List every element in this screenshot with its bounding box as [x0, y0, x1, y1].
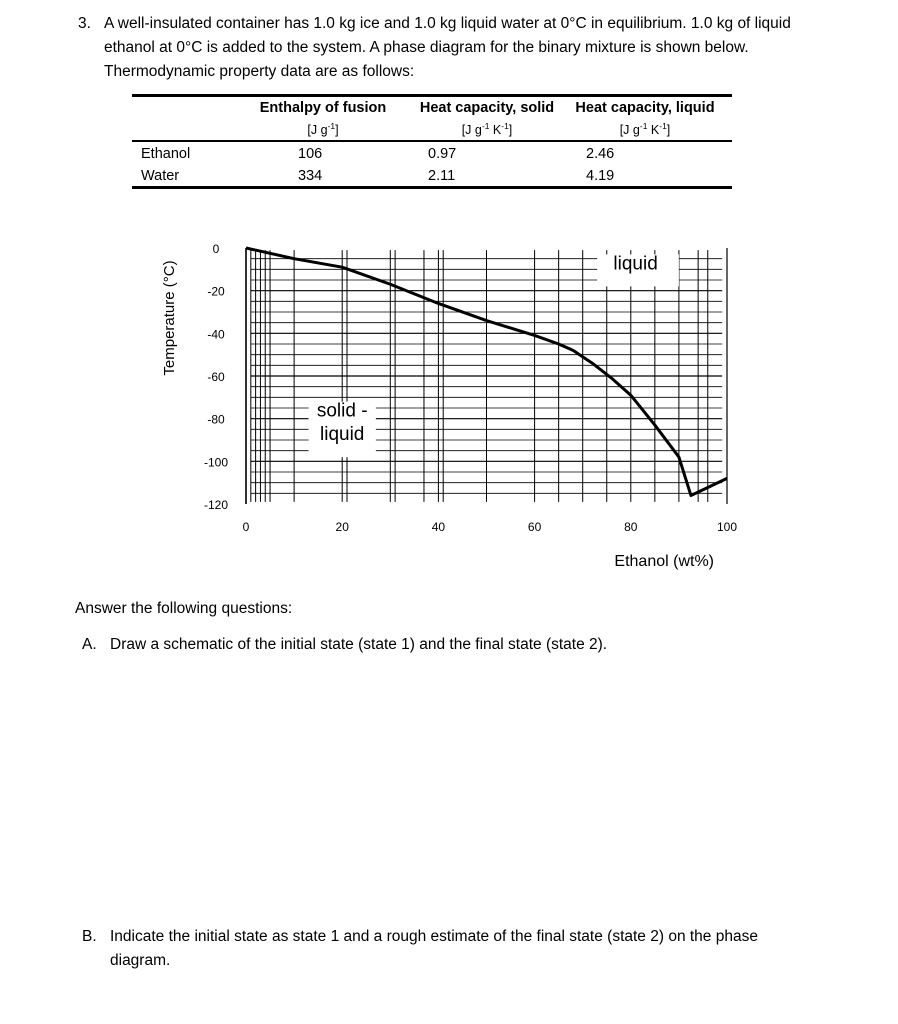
x-tick-label: 100 [716, 520, 738, 534]
question-number: 3. [78, 15, 91, 32]
header-enthalpy-of-fusion: Enthalpy of fusion [259, 100, 387, 116]
part-b-text: Indicate the initial state as state 1 and a rough estimate of the final state (state 2) on the phase diagram. [110, 928, 758, 969]
y-tick-label: 0 [212, 242, 220, 256]
question-block [78, 12, 798, 84]
annotation-label: liquid [320, 424, 365, 445]
x-axis-label: Ethanol (wt%) [614, 553, 714, 570]
y-tick-labels [204, 242, 228, 512]
y-tick-label: -100 [203, 455, 229, 470]
cell-ethanol-enthalpy: 106 [298, 146, 323, 162]
question-part-a [82, 636, 607, 654]
x-tick-label: 0 [242, 520, 250, 534]
annotation-label: liquid [613, 253, 658, 275]
annotation-label: solid - [316, 400, 368, 422]
y-tick-label: -20 [207, 284, 225, 299]
cell-ethanol-cp-liquid: 2.46 [586, 146, 615, 162]
cell-water-cp-liquid: 4.19 [586, 168, 615, 184]
question-text: A well-insulated container has 1.0 kg ice and 1.0 kg liquid water at 0°C in equilibrium. 1.0 kg of liquid ethanol at 0°C is added to the system. A phase diagram for the binary mixture is shown below. Thermodynamic property data are as follows: [104, 15, 791, 80]
part-a-text: Draw a schematic of the initial state (state 1) and the final state (state 2). [110, 636, 608, 653]
header-heat-capacity-solid: Heat capacity, solid [419, 100, 555, 116]
cell-water-enthalpy: 334 [298, 168, 323, 184]
answer-intro: Answer the following questions: [75, 600, 293, 617]
row-name-ethanol: Ethanol [141, 146, 191, 162]
y-tick-label: -40 [207, 327, 225, 342]
x-tick-label: 80 [624, 520, 638, 534]
y-axis-label: Temperature (°C) [161, 260, 178, 376]
part-a-label: A. [82, 636, 97, 653]
unit-heat-capacity-liquid: [J $g^{-1}$ $K^{-1}$] [619, 121, 671, 138]
cell-ethanol-cp-solid: 0.97 [428, 146, 457, 162]
question-part-b [82, 925, 802, 973]
header-heat-capacity-liquid: Heat capacity, liquid [575, 100, 715, 116]
phase-diagram [150, 218, 750, 583]
chart-grid [246, 250, 727, 502]
y-tick-label: -120 [203, 498, 229, 512]
x-tick-label: 20 [335, 520, 349, 534]
y-tick-label: -80 [207, 412, 225, 427]
part-b-label: B. [82, 928, 97, 945]
x-tick-label: 60 [527, 520, 542, 534]
row-name-water: Water [141, 168, 180, 184]
unit-heat-capacity-solid: [J $g^{-1}$ $K^{-1}$] [461, 121, 513, 138]
property-table [132, 94, 732, 194]
table-header-rule [132, 140, 732, 142]
y-tick-label: -60 [207, 370, 225, 384]
x-tick-labels [243, 520, 738, 534]
unit-enthalpy-of-fusion: [J $g^{-1}$] [307, 121, 339, 138]
cell-water-cp-solid: 2.11 [428, 168, 456, 184]
table-bottom-rule [132, 186, 732, 189]
table-top-rule [132, 94, 732, 97]
x-tick-label: 40 [431, 520, 446, 534]
